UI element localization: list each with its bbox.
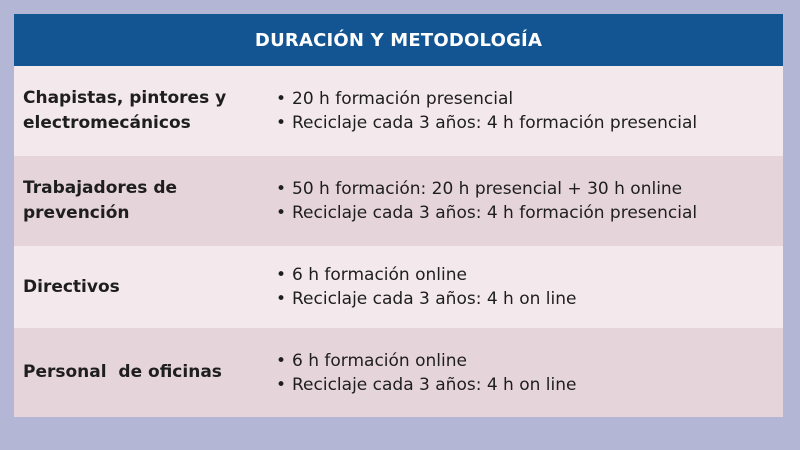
table-row xyxy=(14,66,783,156)
category-line: Trabajadores de xyxy=(23,178,178,198)
item-text: 50 h formación: 20 h presencial + 30 h online xyxy=(292,179,683,199)
item-list xyxy=(276,349,783,397)
bullet-icon: • xyxy=(276,179,287,199)
duration-methodology-table xyxy=(14,14,783,417)
category-line: Chapistas, pintores y xyxy=(23,88,227,108)
row-category xyxy=(14,86,276,136)
category-line: Personal de oficinas xyxy=(23,362,222,382)
list-item xyxy=(276,349,783,373)
category-line: prevención xyxy=(23,203,130,223)
row-category xyxy=(14,275,276,300)
list-item xyxy=(276,287,783,311)
item-text: Reciclaje cada 3 años: 4 h on line xyxy=(292,289,577,309)
row-category xyxy=(14,360,276,385)
table-row xyxy=(14,156,783,246)
item-text: Reciclaje cada 3 años: 4 h formación presencial xyxy=(292,113,698,133)
list-item xyxy=(276,177,783,201)
bullet-icon: • xyxy=(276,89,287,109)
item-text: 6 h formación online xyxy=(292,265,467,285)
table-header xyxy=(14,14,783,66)
category-line: electromecánicos xyxy=(23,113,191,133)
item-text: 20 h formación presencial xyxy=(292,89,514,109)
item-text: 6 h formación online xyxy=(292,350,467,371)
item-list xyxy=(276,87,783,135)
list-item xyxy=(276,263,783,287)
item-list xyxy=(276,263,783,311)
row-category xyxy=(14,176,276,226)
table-row xyxy=(14,328,783,417)
bullet-icon: • xyxy=(276,374,287,395)
bullet-icon: • xyxy=(276,350,287,371)
list-item xyxy=(276,87,783,111)
bullet-icon: • xyxy=(276,203,287,223)
list-item xyxy=(276,373,783,397)
bullet-icon: • xyxy=(276,289,287,309)
table-row xyxy=(14,246,783,328)
bullet-icon: • xyxy=(276,265,287,285)
item-text: Reciclaje cada 3 años: 4 h formación presencial xyxy=(292,203,698,223)
list-item xyxy=(276,111,783,135)
bullet-icon: • xyxy=(276,113,287,133)
item-text: Reciclaje cada 3 años: 4 h on line xyxy=(292,374,577,395)
table-title: DURACIÓN Y METODOLOGÍA xyxy=(254,29,543,51)
category-line: Directivos xyxy=(23,276,120,297)
list-item xyxy=(276,201,783,225)
item-list xyxy=(276,177,783,225)
